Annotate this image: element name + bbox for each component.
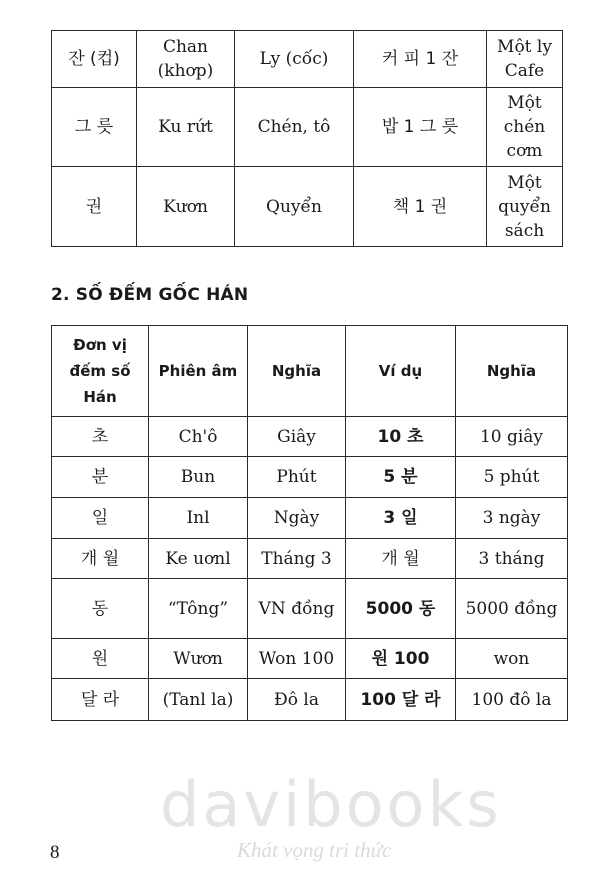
column-header: Ví dụ [346,326,456,417]
table-row [52,31,563,88]
table-cell: Ngày [248,498,346,539]
table-cell: Chén, tô [235,88,354,167]
table-header-row [52,326,568,417]
table-cell: 원 [52,639,149,679]
table-cell: Một quyển sách [487,167,563,247]
table-cell: 커 피 1 잔 [354,31,487,88]
table-cell: 달 라 [52,679,149,721]
table-cell: Won 100 [248,639,346,679]
table-cell: 밥 1 그 릇 [354,88,487,167]
sino-korean-counter-table [51,325,568,721]
table-cell: 5000 đồng [456,579,568,639]
table-row [52,457,568,498]
table-cell: Ch'ô [149,417,248,457]
table-cell: 초 [52,417,149,457]
table-cell: 책 1 권 [354,167,487,247]
table-row [52,639,568,679]
watermark-tagline: Khát vọng tri thức [237,838,392,862]
table-cell: 5 분 [346,457,456,498]
table-cell: won [456,639,568,679]
table-cell: Ku rứt [137,88,235,167]
table-cell: Một chén cơm [487,88,563,167]
table-row [52,417,568,457]
table-cell: 개 월 [52,539,149,579]
table-cell: 일 [52,498,149,539]
table-cell: 3 ngày [456,498,568,539]
table-row [52,679,568,721]
table-cell: VN đồng [248,579,346,639]
table-cell: 권 [52,167,137,247]
table-cell: 동 [52,579,149,639]
table-cell: 5 phút [456,457,568,498]
table-cell: 10 초 [346,417,456,457]
table-cell: Ly (cốc) [235,31,354,88]
table-cell: Đô la [248,679,346,721]
table-cell: 그 릇 [52,88,137,167]
table-cell: Bun [149,457,248,498]
table-cell: Quyển [235,167,354,247]
table-cell: Inl [149,498,248,539]
table-cell: Ke uơnl [149,539,248,579]
column-header: Đơn vị đếm số Hán [52,326,149,417]
table-cell: Phút [248,457,346,498]
table-cell: Wươn [149,639,248,679]
table-cell: Tháng 3 [248,539,346,579]
table-cell: Giây [248,417,346,457]
table-cell: 10 giây [456,417,568,457]
table-cell: 분 [52,457,149,498]
watermark-logo: davibooks [160,768,502,841]
table-cell: “Tông” [149,579,248,639]
page-number: 8 [50,842,60,863]
table-row [52,88,563,167]
table-cell: 5000 동 [346,579,456,639]
table-cell: 100 đô la [456,679,568,721]
table-cell: 원 100 [346,639,456,679]
table-row [52,579,568,639]
table-row [52,167,563,247]
table-cell: 개 월 [346,539,456,579]
table-row [52,539,568,579]
table-cell: 3 일 [346,498,456,539]
column-header: Nghĩa [248,326,346,417]
column-header: Phiên âm [149,326,248,417]
table-cell: Chan (khơp) [137,31,235,88]
table-cell: 100 달 라 [346,679,456,721]
column-header: Nghĩa [456,326,568,417]
table-cell: Một ly Cafe [487,31,563,88]
table-cell: (Tanl la) [149,679,248,721]
section-title: 2. SỐ ĐẾM GỐC HÁN [51,285,249,305]
word-table-continued [51,30,563,247]
table-cell: Kươn [137,167,235,247]
table-cell: 잔 (컵) [52,31,137,88]
table-cell: 3 tháng [456,539,568,579]
table-row [52,498,568,539]
